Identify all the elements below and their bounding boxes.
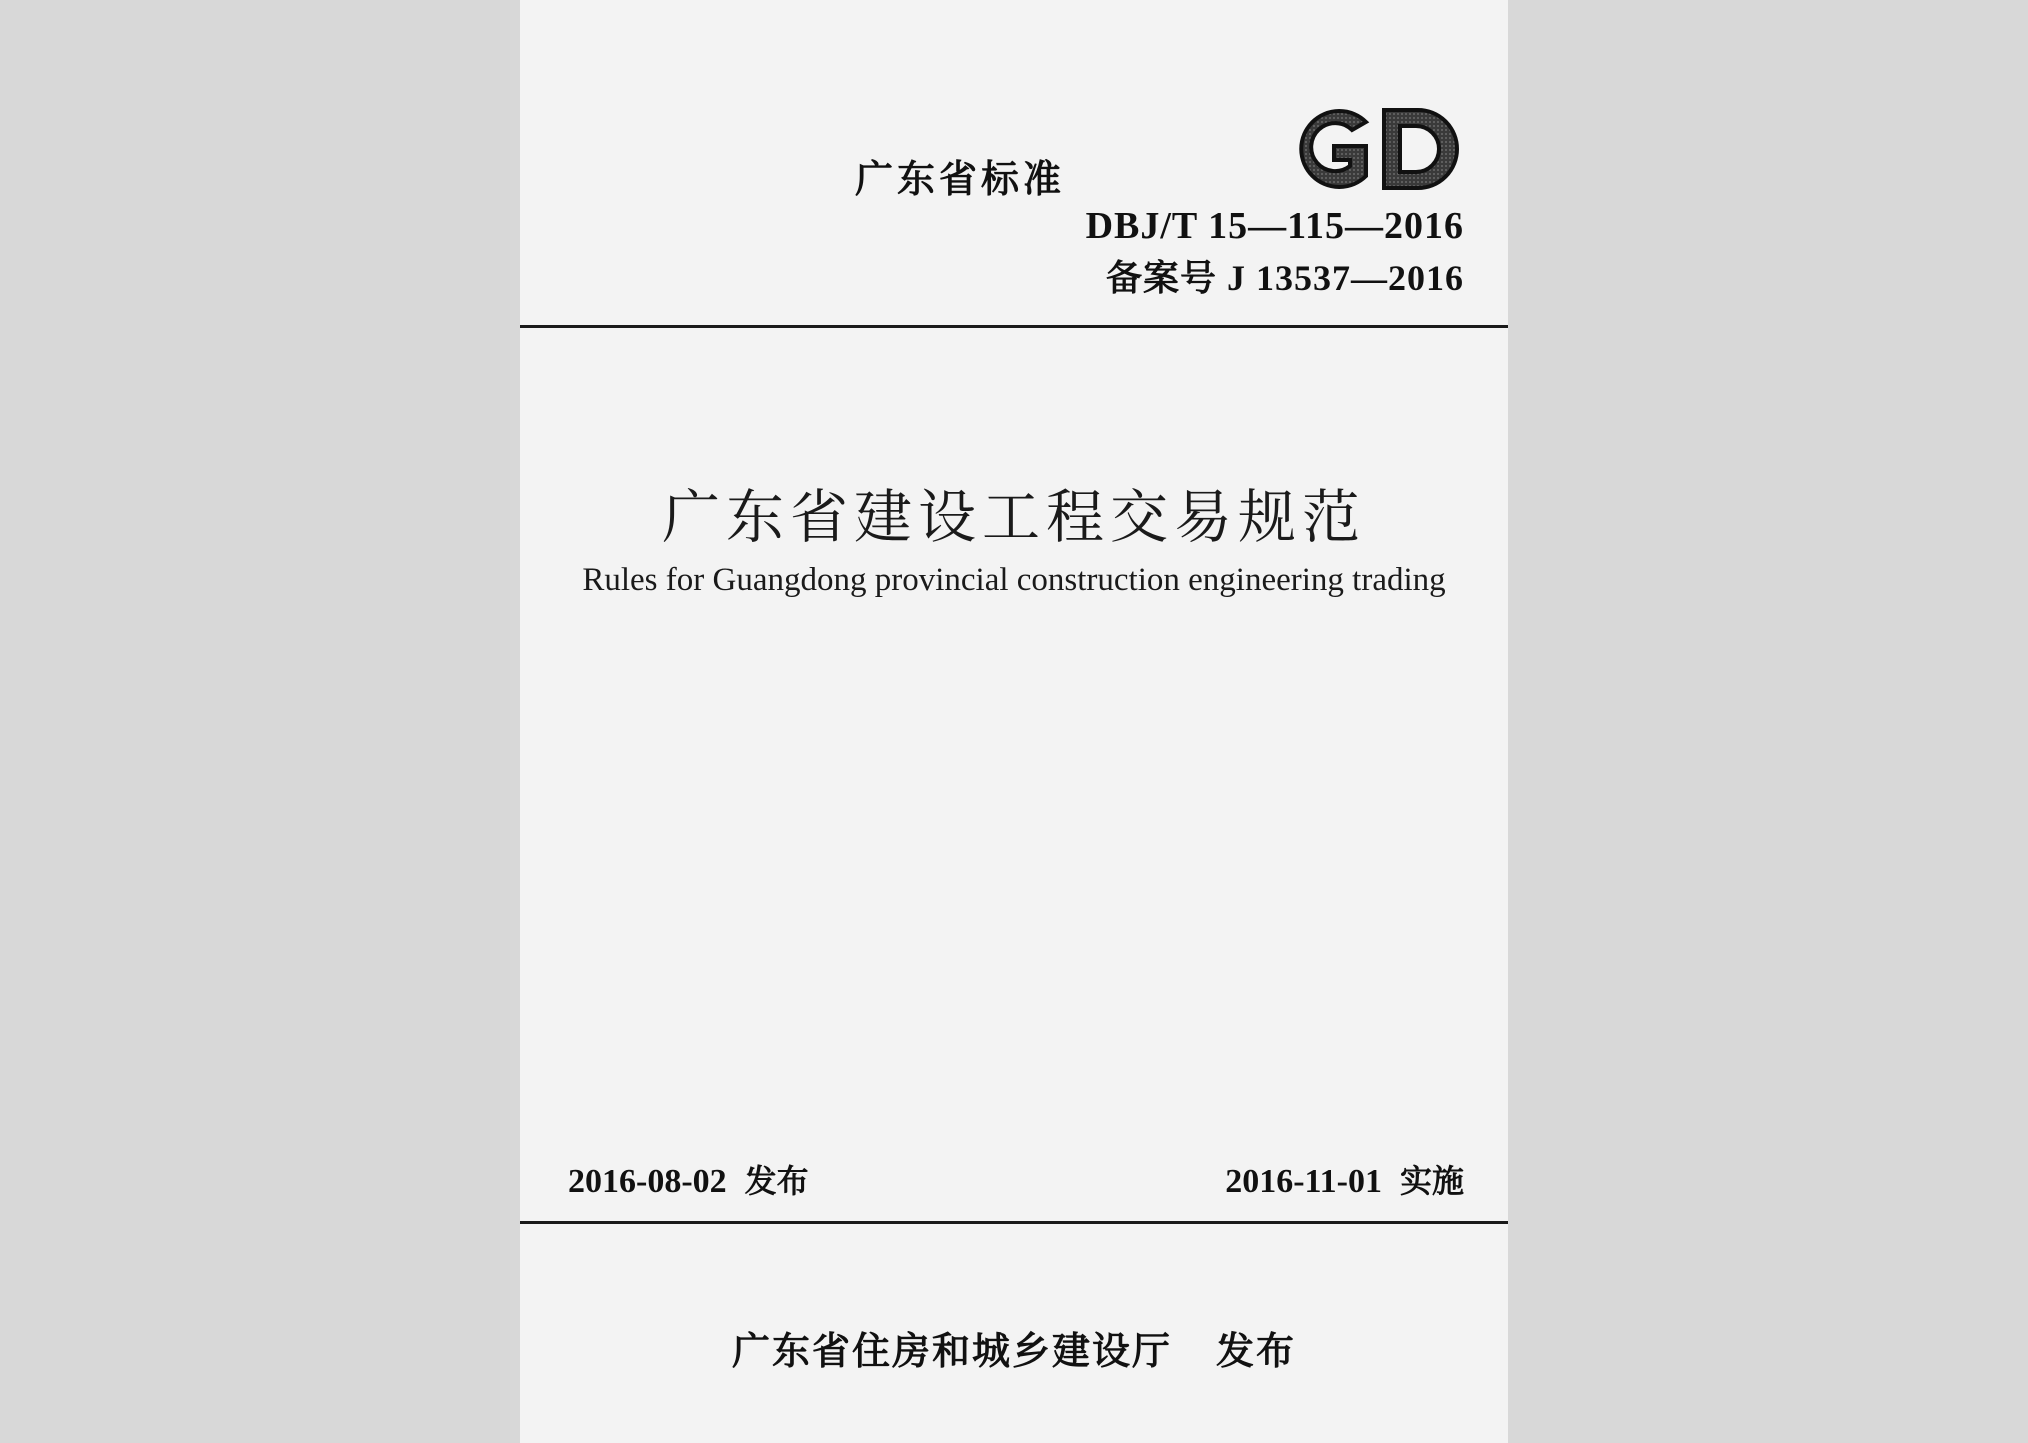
standard-code: DBJ/T 15—115—2016 bbox=[1085, 205, 1464, 247]
title-english: Rules for Guangdong provincial construction engineering trading bbox=[582, 562, 1446, 598]
effective-date-line bbox=[1225, 1156, 1464, 1202]
effective-label: 实施 bbox=[1399, 1162, 1464, 1200]
publisher-name: 广东省住房和城乡建设厅 bbox=[731, 1329, 1172, 1373]
gd-logo bbox=[1280, 100, 1464, 198]
publisher-line bbox=[520, 1320, 1508, 1375]
issue-date: 2016-08-02 bbox=[568, 1163, 727, 1200]
bottom-divider bbox=[520, 1221, 1508, 1224]
standard-label: 广东省标准 bbox=[855, 157, 1066, 201]
issue-date-line bbox=[568, 1156, 809, 1202]
record-number: 备案号 J 13537—2016 bbox=[1105, 258, 1464, 298]
effective-date: 2016-11-01 bbox=[1225, 1163, 1382, 1200]
title-chinese: 广东省建设工程交易规范 bbox=[661, 483, 1366, 551]
publisher-action: 发布 bbox=[1216, 1329, 1297, 1373]
top-divider bbox=[520, 325, 1508, 328]
issue-label: 发布 bbox=[744, 1162, 809, 1200]
document-cover bbox=[520, 0, 1508, 1443]
